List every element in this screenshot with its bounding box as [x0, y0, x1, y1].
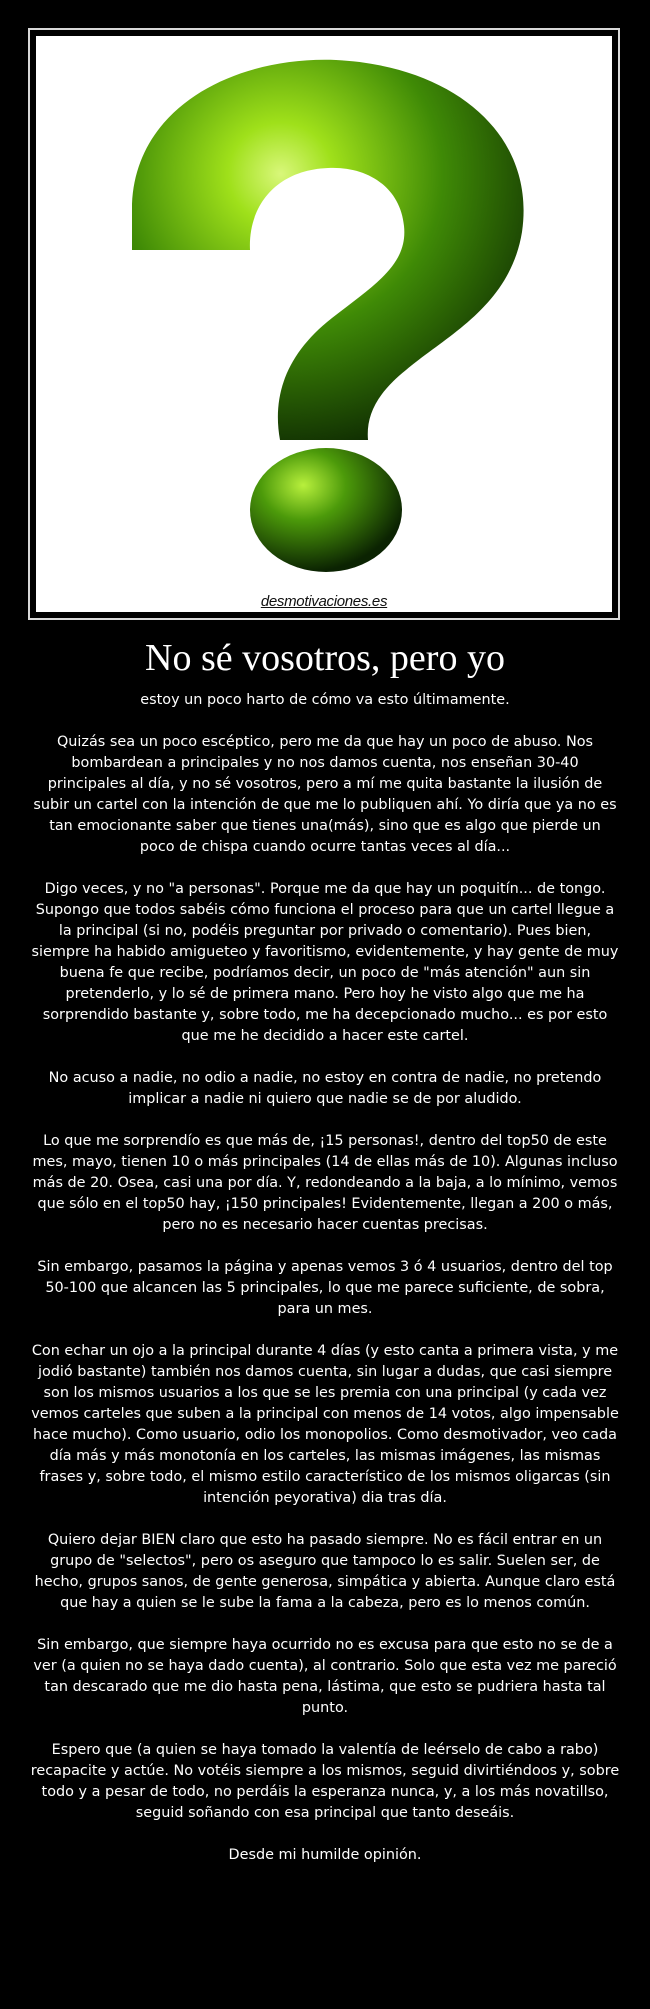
- paragraph: Sin embargo, pasamos la página y apenas vemos 3 ó 4 usuarios, dentro del top 50-100 que alcancen las 5 principales, lo que me parece suficiente, de sobra, para un mes.: [37, 1259, 613, 1317]
- question-mark-icon: [36, 36, 612, 612]
- paragraph: Quizás sea un poco escéptico, pero me da que hay un poco de abuso. Nos bombardean a principales y no nos damos cuenta, nos enseñan 30-40 principales al día, y no sé vosotros, pero a mí me quita bastante la ilusión de subir un cartel con la intención de que me lo publiquen ahí. Yo diría que ya no es tan emocionante saber que tienes una(más), sino que es algo que pierde un poco de chispa cuando ocurre tantas veces al día...: [33, 734, 617, 855]
- watermark: desmotivaciones.es: [255, 593, 393, 612]
- paragraph: Desde mi humilde opinión.: [228, 1847, 422, 1863]
- poster-title: No sé vosotros, pero yo: [145, 637, 505, 679]
- paragraph: Lo que me sorprendío es que más de, ¡15 personas!, dentro del top50 de este mes, mayo, tienen 10 o más principales (14 de ellas más de 10). Algunas incluso más de 20. Osea, casi una por día. Y, redondeando a la baja, a lo mínimo, vemos que sólo en el top50 hay, ¡150 principales! Evidentemente, llegan a 200 o más, pero no es necesario hacer cuentas precisas.: [32, 1133, 618, 1233]
- poster-body: [30, 690, 620, 1866]
- poster-image: [36, 36, 612, 612]
- paragraph: Digo veces, y no "a personas". Porque me da que hay un poquitín... de tongo. Supongo que todos sabéis cómo funciona el proceso para que un cartel llegue a la principal (si no, podéis preguntar por privado o comentario). Pues bien, siempre ha habido amigueteo y favoritismo, evidentemente, y hay gente de muy buena fe que recibe, podríamos decir, un poco de "más atención" aun sin pretenderlo, y lo sé de primera mano. Pero hoy he visto algo que me ha sorprendido bastante y, sobre todo, me ha decepcionado mucho... es por esto que me he decidido a hacer este cartel.: [31, 881, 619, 1044]
- paragraph: No acuso a nadie, no odio a nadie, no estoy en contra de nadie, no pretendo implicar a nadie ni quiero que nadie se de por aludido.: [48, 1070, 602, 1107]
- paragraph: Quiero dejar BIEN claro que esto ha pasado siempre. No es fácil entrar en un grupo de "selectos", pero os aseguro que tampoco lo es salir. Suelen ser, de hecho, grupos sanos, de gente generosa, simpática y abierta. Aunque claro está que hay a quien se le sube la fama a la cabeza, pero es lo menos común.: [34, 1532, 616, 1611]
- poster-frame: [28, 28, 620, 620]
- paragraph: Con echar un ojo a la principal durante 4 días (y esto canta a primera vista, y me jodió bastante) también nos damos cuenta, sin lugar a dudas, que casi siempre son los mismos usuarios a los que se les premia con una principal (y cada vez vemos carteles que suben a la principal con menos de 14 votos, algo impensable hace mucho). Como usuario, odio los monopolios. Como desmotivador, veo cada día más y más monotonía en los carteles, las mismas imágenes, las mismas frases y, sobre todo, el mismo estilo característico de los mismos oligarcas (sin intención peyorativa) dia tras día.: [31, 1343, 619, 1506]
- paragraph: estoy un poco harto de cómo va esto últimamente.: [140, 692, 510, 708]
- paragraph: Sin embargo, que siempre haya ocurrido no es excusa para que esto no se de a ver (a quien no se haya dado cuenta), al contrario. Solo que esta vez me pareció tan descarado que me dio hasta pena, lástima, que esto se pudriera hasta tal punto.: [33, 1637, 617, 1716]
- paragraph: Espero que (a quien se haya tomado la valentía de leérselo de cabo a rabo) recapacite y actúe. No votéis siempre a los mismos, seguid divirtiéndoos y, sobre todo y a pesar de todo, no perdáis la esperanza nunca, y, a los más novatillso, seguid soñando con esa principal que tanto deseáis.: [30, 1742, 620, 1821]
